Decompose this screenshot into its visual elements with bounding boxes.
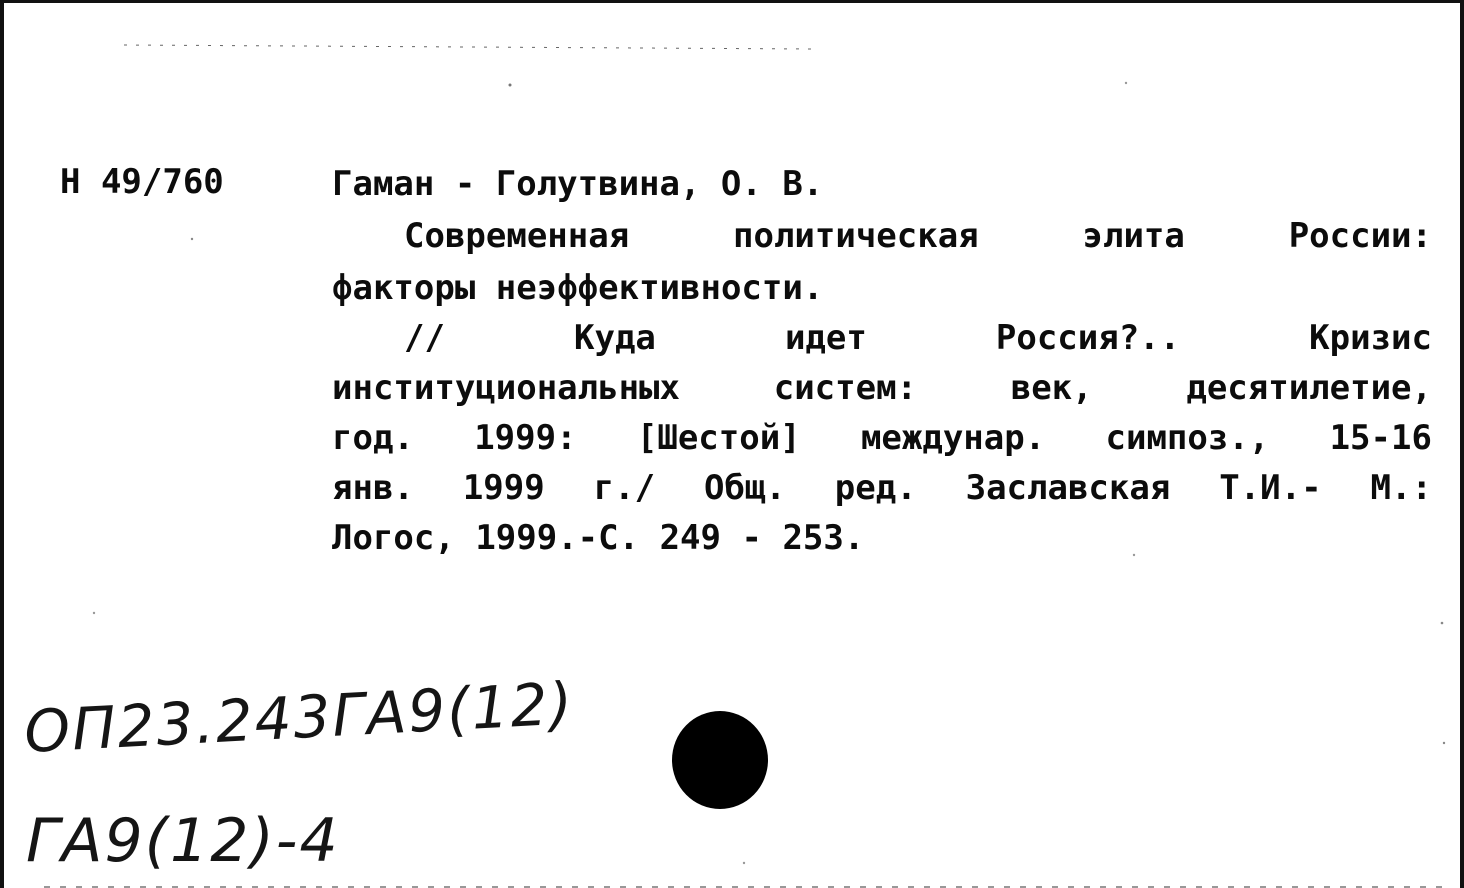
- word: Россия?..: [995, 318, 1181, 358]
- word: 253.: [782, 518, 865, 558]
- word: 249: [659, 518, 721, 558]
- word: век,: [1010, 368, 1093, 408]
- punch-hole: [672, 711, 768, 809]
- word: симпоз.,: [1105, 418, 1270, 458]
- word: политическая: [733, 216, 979, 256]
- word: институциональных: [332, 368, 680, 408]
- handwritten-classification-2: ГА9(12)-4: [26, 806, 340, 876]
- word: идет: [784, 318, 867, 358]
- author-heading: Гаман - Голутвина, О. В.: [332, 164, 824, 204]
- source-line-1: [404, 318, 1432, 358]
- source-line-3: [332, 418, 1432, 458]
- source-line-2: [332, 368, 1432, 408]
- word: факторы: [332, 268, 476, 308]
- word: М.:: [1370, 468, 1432, 508]
- word: -: [741, 518, 762, 558]
- source-line-5: [332, 518, 1432, 558]
- word: 1999.-С.: [475, 518, 640, 558]
- word: 15-16: [1329, 418, 1432, 458]
- shelfmark: Н 49/760: [60, 162, 224, 202]
- word: Общ.: [703, 468, 786, 508]
- word: год.: [332, 418, 414, 458]
- word: Кризис: [1309, 318, 1432, 358]
- word: Современная: [404, 216, 630, 256]
- word: Т.И.-: [1219, 468, 1322, 508]
- handwritten-classification-1: ОП23.243ГА9(12): [22, 669, 576, 766]
- word: десятилетие,: [1186, 368, 1432, 408]
- word: 1999: [462, 468, 545, 508]
- word: [Шестой]: [636, 418, 801, 458]
- word: 1999:: [474, 418, 577, 458]
- word: России:: [1288, 216, 1432, 256]
- title-line-2: [332, 268, 1432, 308]
- word: междунар.: [860, 418, 1046, 458]
- word: г./: [593, 468, 656, 508]
- word: элита: [1082, 216, 1185, 256]
- word: Логос,: [332, 518, 455, 558]
- word: //: [404, 318, 445, 358]
- word: ред.: [834, 468, 917, 508]
- title-line-1: [404, 216, 1432, 256]
- word: Куда: [574, 318, 656, 358]
- source-line-4: [332, 468, 1432, 508]
- word: неэффективности.: [495, 268, 824, 308]
- word: систем:: [773, 368, 918, 408]
- word: Заславская: [965, 468, 1171, 508]
- word: янв.: [332, 468, 414, 508]
